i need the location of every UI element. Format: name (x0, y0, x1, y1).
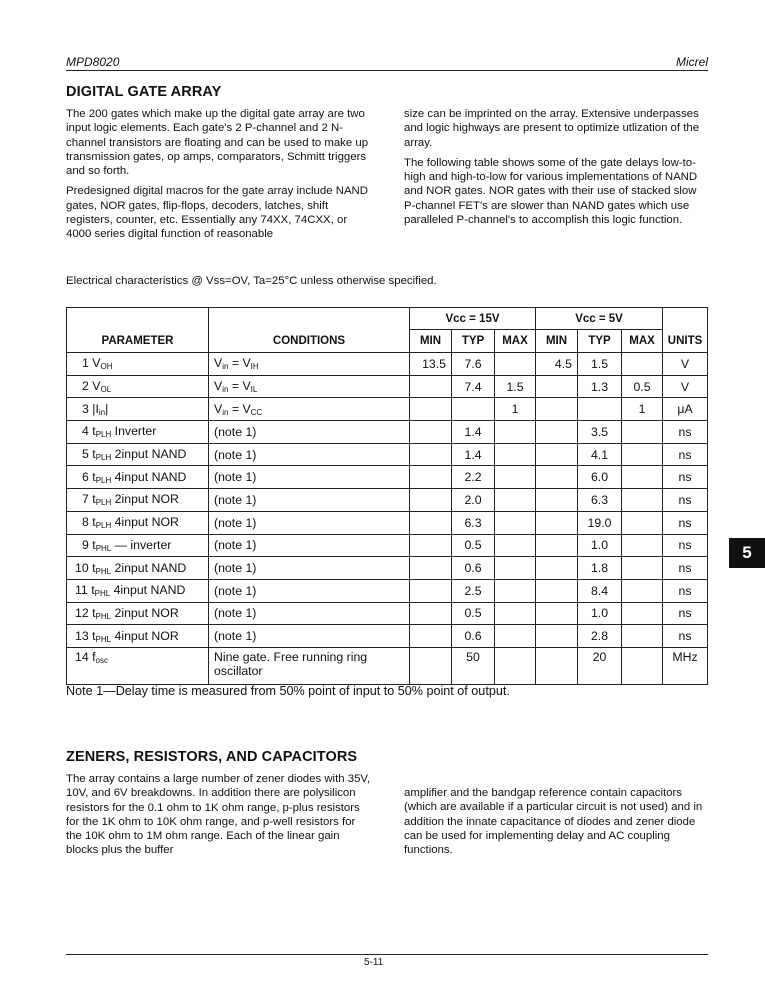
cell-max-15v (495, 421, 536, 444)
page-number: 5-11 (364, 957, 384, 967)
cell-max-15v (495, 353, 536, 376)
row-number: 3 (82, 401, 89, 416)
parameter-subscript: PHL (95, 543, 112, 553)
cell-min-15v (410, 647, 452, 684)
table-caption: Electrical characteristics @ Vss=OV, Ta=25°C unless otherwise specified. (66, 275, 437, 287)
parameter-name: Inverter (111, 424, 157, 439)
cell-parameter (67, 625, 209, 648)
cell-max-15v (495, 466, 536, 489)
condition-text: (note 1) (214, 447, 257, 462)
cell-typ-15v: 6.3 (452, 511, 495, 534)
row-number: 12 (75, 605, 89, 620)
brand-name: Micrel (676, 55, 708, 69)
cell-min-5v: 4.5 (536, 353, 578, 376)
cell-typ-15v: 0.5 (452, 534, 495, 557)
cell-parameter (67, 421, 209, 444)
condition-text: Nine gate. Free running ring oscillator (214, 649, 368, 678)
row-number: 6 (82, 469, 89, 484)
cell-max-5v (622, 579, 663, 602)
cell-max-15v: 1.5 (495, 375, 536, 398)
parameter-subscript: in (98, 407, 106, 417)
row-number: 10 (75, 560, 89, 575)
cell-min-5v (536, 647, 578, 684)
section-title-zeners-resistors-capacitors: ZENERS, RESISTORS, AND CAPACITORS (66, 749, 358, 765)
cell-max-15v (495, 602, 536, 625)
row-number: 13 (75, 628, 89, 643)
cell-parameter (67, 602, 209, 625)
cell-min-15v (410, 421, 452, 444)
condition-equals: = V (228, 379, 251, 394)
cell-max-5v (622, 466, 663, 489)
row-number: 9 (82, 537, 89, 552)
cell-units: MHz (663, 647, 708, 684)
cell-min-15v (410, 466, 452, 489)
table-row (67, 443, 708, 466)
cell-conditions (209, 557, 410, 580)
cell-max-5v (622, 647, 663, 684)
cell-conditions (209, 443, 410, 466)
cell-max-5v (622, 602, 663, 625)
table-row (67, 398, 708, 421)
cell-max-5v: 1 (622, 398, 663, 421)
parameter-subscript: PLH (95, 475, 112, 485)
cell-typ-5v (578, 398, 622, 421)
cell-units: ns (663, 421, 708, 444)
footer-rule (66, 954, 708, 955)
parameter-name: 4input NAND (111, 469, 187, 484)
cell-typ-15v: 50 (452, 647, 495, 684)
cell-parameter (67, 489, 209, 512)
cell-conditions (209, 375, 410, 398)
table-row (67, 557, 708, 580)
parameter-name: 4input NOR (111, 515, 179, 530)
col-header-typ-15v: TYP (452, 330, 495, 353)
paragraph: size can be imprinted on the array. Extensive underpasses and logic highways are present to optimize utlization of the array. (404, 108, 700, 149)
cell-conditions (209, 511, 410, 534)
paragraph: The 200 gates which make up the digital gate array are two input logic elements. Each gate's 2 P-channel and 2 N-channel transistors are floating and can be used to make up transmission gates, op amps, comparators, Schmitt triggers and so forth. (66, 108, 369, 178)
condition-subscript: in (222, 385, 229, 395)
cell-min-5v (536, 557, 578, 580)
cell-units: ns (663, 602, 708, 625)
cell-max-15v (495, 625, 536, 648)
cell-max-5v (622, 625, 663, 648)
parameter-symbol: t (91, 583, 95, 598)
table-body (67, 353, 708, 685)
cell-parameter (67, 557, 209, 580)
cell-min-5v (536, 602, 578, 625)
cell-parameter (67, 443, 209, 466)
col-header-max-5v: MAX (622, 330, 663, 353)
table-note: Note 1—Delay time is measured from 50% point of input to 50% point of output. (66, 684, 510, 698)
parameter-subscript: OH (100, 362, 113, 372)
parameter-symbol: t (92, 447, 96, 462)
cell-typ-15v: 7.4 (452, 375, 495, 398)
cell-typ-5v: 1.3 (578, 375, 622, 398)
condition-subscript: in (222, 362, 229, 372)
cell-parameter (67, 466, 209, 489)
cell-units: ns (663, 443, 708, 466)
cell-max-5v (622, 489, 663, 512)
paragraph: Predesigned digital macros for the gate array include NAND gates, NOR gates, flip-flops, decoders, latches, shift registers, counter, etc. Essentially any 74XX, 74CXX, or 4000 series digital function of reasonable (66, 185, 369, 241)
cell-typ-5v: 20 (578, 647, 622, 684)
cell-units: ns (663, 489, 708, 512)
row-number: 14 (75, 649, 89, 664)
paragraph: amplifier and the bandgap reference contain capacitors (which are available if a particular circuit is not used) and in addition the innate capacitance of diodes and zener diode can be used for implementing delay and AC coupling functions. (404, 787, 703, 857)
cell-conditions (209, 602, 410, 625)
parameter-subscript: PHL (94, 589, 111, 599)
parameter-name: 4input NOR (111, 628, 179, 643)
cell-typ-15v: 2.5 (452, 579, 495, 602)
cell-min-15v (410, 579, 452, 602)
condition-equals: = V (228, 356, 251, 371)
parameter-symbol: f (92, 649, 96, 664)
cell-units: μA (663, 398, 708, 421)
condition-subscript: in (222, 407, 229, 417)
parameter-subscript: PHL (95, 566, 112, 576)
table-row (67, 421, 708, 444)
cell-max-15v (495, 534, 536, 557)
cell-min-15v: 13.5 (410, 353, 452, 376)
cell-parameter (67, 398, 209, 421)
cell-max-15v (495, 443, 536, 466)
parameter-name: 2input NOR (111, 492, 179, 507)
vcc-15v-header: Vcc = 15V (410, 308, 536, 330)
paragraph: The array contains a large number of zener diodes with 35V, 10V, and 6V breakdowns. In addition there are polysilicon resistors for the 0.1 ohm to 1K ohm range, p-plus resistors for the 1K ohm to 10K ohm range, and p-well resistors for the 10K ohm to 1M ohm range. Each of the linear gain blocks plus the buffer (66, 773, 371, 857)
table-row (67, 466, 708, 489)
parameter-symbol: t (92, 605, 96, 620)
row-number: 4 (82, 424, 89, 439)
table-row (67, 647, 708, 684)
section1-right-column (404, 107, 708, 233)
cell-typ-5v: 3.5 (578, 421, 622, 444)
table-row (67, 353, 708, 376)
parameter-subscript: PLH (95, 498, 112, 508)
electrical-characteristics-table (66, 307, 708, 685)
cell-min-5v (536, 466, 578, 489)
cell-max-5v (622, 534, 663, 557)
cell-max-5v (622, 511, 663, 534)
cell-min-5v (536, 511, 578, 534)
cell-min-5v (536, 489, 578, 512)
cell-min-15v (410, 625, 452, 648)
cell-max-15v: 1 (495, 398, 536, 421)
cell-conditions (209, 534, 410, 557)
cell-typ-5v: 6.3 (578, 489, 622, 512)
cell-typ-5v: 1.0 (578, 602, 622, 625)
condition-text: (note 1) (214, 424, 257, 439)
parameter-symbol: |I (92, 401, 99, 416)
cell-units: V (663, 353, 708, 376)
cell-max-15v (495, 511, 536, 534)
condition-subscript: CC (250, 407, 263, 417)
parameter-symbol: t (92, 515, 96, 530)
row-number: 5 (82, 447, 89, 462)
cell-conditions (209, 353, 410, 376)
parameter-symbol: t (92, 537, 96, 552)
cell-typ-5v: 6.0 (578, 466, 622, 489)
cell-typ-15v: 1.4 (452, 421, 495, 444)
parameter-subscript: PLH (95, 453, 112, 463)
section2-left-column (66, 772, 372, 864)
cell-typ-15v: 1.4 (452, 443, 495, 466)
parameter-subscript: PHL (95, 611, 112, 621)
cell-max-5v: 0.5 (622, 375, 663, 398)
condition-text: (note 1) (214, 561, 257, 576)
parameter-symbol: V (92, 356, 101, 371)
cell-conditions (209, 466, 410, 489)
parameter-subscript: PLH (95, 430, 112, 440)
parameter-symbol: t (92, 628, 96, 643)
cell-conditions (209, 625, 410, 648)
cell-min-5v (536, 398, 578, 421)
cell-parameter (67, 375, 209, 398)
cell-parameter (67, 647, 209, 684)
cell-typ-5v: 2.8 (578, 625, 622, 648)
cell-conditions (209, 398, 410, 421)
section-title-digital-gate-array: DIGITAL GATE ARRAY (66, 84, 222, 100)
header-rule (66, 70, 708, 71)
cell-units: ns (663, 579, 708, 602)
cell-typ-5v: 8.4 (578, 579, 622, 602)
cell-typ-15v: 2.2 (452, 466, 495, 489)
table-row (67, 579, 708, 602)
cell-units: ns (663, 511, 708, 534)
row-number: 1 (82, 356, 89, 371)
cell-typ-5v: 4.1 (578, 443, 622, 466)
condition-text: (note 1) (214, 583, 257, 598)
cell-max-15v (495, 647, 536, 684)
col-header-max-15v: MAX (495, 330, 536, 353)
cell-min-15v (410, 534, 452, 557)
cell-max-5v (622, 353, 663, 376)
doc-id: MPD8020 (66, 55, 120, 69)
cell-units: V (663, 375, 708, 398)
cell-min-5v (536, 375, 578, 398)
section1-left-column (66, 107, 372, 248)
cell-min-5v (536, 579, 578, 602)
condition-text: (note 1) (214, 629, 257, 644)
parameter-name: — inverter (111, 537, 172, 552)
cell-min-5v (536, 443, 578, 466)
cell-parameter (67, 534, 209, 557)
section2-right-column (404, 786, 708, 863)
cell-conditions (209, 489, 410, 512)
cell-min-5v (536, 625, 578, 648)
parameter-symbol: V (92, 379, 101, 394)
col-header-parameter: PARAMETER (67, 330, 209, 353)
row-number: 11 (75, 583, 88, 598)
parameter-symbol: t (92, 424, 96, 439)
parameter-subscript: osc (95, 655, 108, 665)
cell-parameter (67, 353, 209, 376)
cell-min-15v (410, 557, 452, 580)
table-row (67, 625, 708, 648)
col-header-conditions: CONDITIONS (209, 330, 410, 353)
table-row (67, 489, 708, 512)
col-header-min-5v: MIN (536, 330, 578, 353)
parameter-symbol: t (92, 560, 96, 575)
cell-typ-5v: 1.5 (578, 353, 622, 376)
cell-parameter (67, 511, 209, 534)
table-row (67, 375, 708, 398)
row-number: 2 (82, 379, 89, 394)
vcc-5v-header: Vcc = 5V (536, 308, 663, 330)
cell-typ-15v: 0.5 (452, 602, 495, 625)
cell-min-15v (410, 375, 452, 398)
cell-units: ns (663, 466, 708, 489)
table-row (67, 534, 708, 557)
cell-conditions (209, 421, 410, 444)
cell-conditions (209, 579, 410, 602)
cell-min-15v (410, 602, 452, 625)
condition-text: (note 1) (214, 606, 257, 621)
condition-subscript: IL (250, 385, 258, 395)
condition-text: (note 1) (214, 470, 257, 485)
cell-conditions (209, 647, 410, 684)
cell-units: ns (663, 625, 708, 648)
cell-typ-15v: 7.6 (452, 353, 495, 376)
cell-min-5v (536, 534, 578, 557)
cell-typ-15v: 2.0 (452, 489, 495, 512)
parameter-subscript: PLH (95, 521, 112, 531)
row-number: 7 (82, 492, 89, 507)
row-number: 8 (82, 515, 89, 530)
cell-units: ns (663, 534, 708, 557)
cell-parameter (67, 579, 209, 602)
cell-min-15v (410, 443, 452, 466)
parameter-name: 2input NOR (111, 605, 179, 620)
condition-symbol: V (214, 401, 223, 416)
col-header-units: UNITS (663, 330, 708, 353)
condition-equals: = V (228, 401, 251, 416)
cell-max-15v (495, 579, 536, 602)
cell-max-15v (495, 489, 536, 512)
parameter-name: | (105, 401, 109, 416)
cell-min-15v (410, 511, 452, 534)
parameter-name: 2input NAND (111, 560, 187, 575)
condition-symbol: V (214, 356, 223, 371)
cell-typ-15v (452, 398, 495, 421)
col-header-typ-5v: TYP (578, 330, 622, 353)
table-row (67, 602, 708, 625)
condition-symbol: V (214, 379, 223, 394)
cell-min-15v (410, 489, 452, 512)
cell-typ-15v: 0.6 (452, 557, 495, 580)
parameter-name: 2input NAND (111, 447, 187, 462)
cell-units: ns (663, 557, 708, 580)
table-row (67, 511, 708, 534)
cell-min-15v (410, 398, 452, 421)
cell-typ-15v: 0.6 (452, 625, 495, 648)
cell-typ-5v: 1.0 (578, 534, 622, 557)
condition-text: (note 1) (214, 538, 257, 553)
condition-subscript: IH (250, 362, 259, 372)
parameter-symbol: t (92, 492, 96, 507)
cell-max-5v (622, 557, 663, 580)
paragraph: The following table shows some of the gate delays low-to-high and high-to-low for various implementations of NAND and NOR gates. NOR gates with their use of stacked slow P-channel FET's are slower than NAND gates which use paralleled P-channel's to accomplish this logic function. (404, 156, 698, 227)
condition-text: (note 1) (214, 515, 257, 530)
parameter-subscript: PHL (95, 634, 112, 644)
cell-typ-5v: 1.8 (578, 557, 622, 580)
cell-max-5v (622, 421, 663, 444)
cell-min-5v (536, 421, 578, 444)
parameter-subscript: OL (100, 385, 112, 395)
col-header-min-15v: MIN (410, 330, 452, 353)
parameter-symbol: t (92, 469, 96, 484)
parameter-name: 4input NAND (110, 583, 186, 598)
section-tab: 5 (729, 538, 765, 568)
cell-typ-5v: 19.0 (578, 511, 622, 534)
condition-text: (note 1) (214, 492, 257, 507)
cell-max-15v (495, 557, 536, 580)
cell-max-5v (622, 443, 663, 466)
